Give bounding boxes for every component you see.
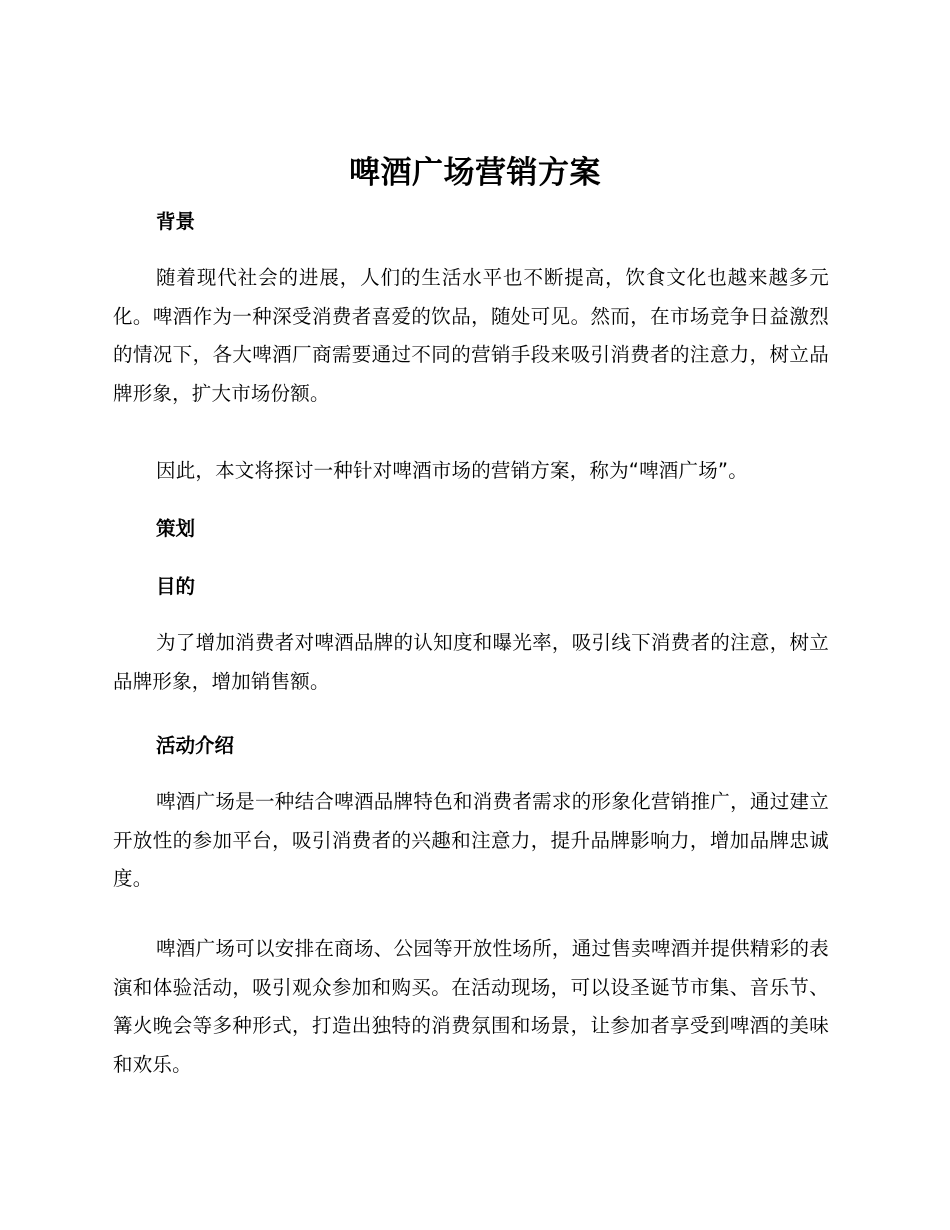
paragraph-activity-2: 啤酒广场可以安排在商场、公园等开放性场所，通过售卖啤酒并提供精彩的表演和体验活动，吸引观众参加和购买。在活动现场，可以设圣诞节市集、音乐节、篝火晚会等多种形式，打造出独特的消费氛围和场景，让参加者享受到啤酒的美味和欢乐。 xyxy=(113,937,829,1076)
heading-activity: 活动介绍 xyxy=(156,734,235,757)
paragraph-activity-1: 啤酒广场是一种结合啤酒品牌特色和消费者需求的形象化营销推广，通过建立开放性的参加平台，吸引消费者的兴趣和注意力，提升品牌影响力，增加品牌忠诚度。 xyxy=(113,790,829,890)
document-title: 啤酒广场营销方案 xyxy=(349,155,601,191)
heading-background: 背景 xyxy=(156,210,196,233)
paragraph-goal-1: 为了增加消费者对啤酒品牌的认知度和曝光率，吸引线下消费者的注意，树立品牌形象，增加销售额。 xyxy=(113,631,829,693)
heading-goal: 目的 xyxy=(156,575,196,598)
paragraph-background-2: 因此，本文将探讨一种针对啤酒市场的营销方案，称为“啤酒广场”。 xyxy=(156,459,748,482)
heading-planning: 策划 xyxy=(156,517,196,540)
paragraph-background-1: 随着现代社会的进展，人们的生活水平也不断提高，饮食文化也越来越多元化。啤酒作为一种深受消费者喜爱的饮品，随处可见。然而，在市场竞争日益激烈的情况下，各大啤酒厂商需要通过不同的营销手段来吸引消费者的注意力，树立品牌形象，扩大市场份额。 xyxy=(113,266,829,405)
